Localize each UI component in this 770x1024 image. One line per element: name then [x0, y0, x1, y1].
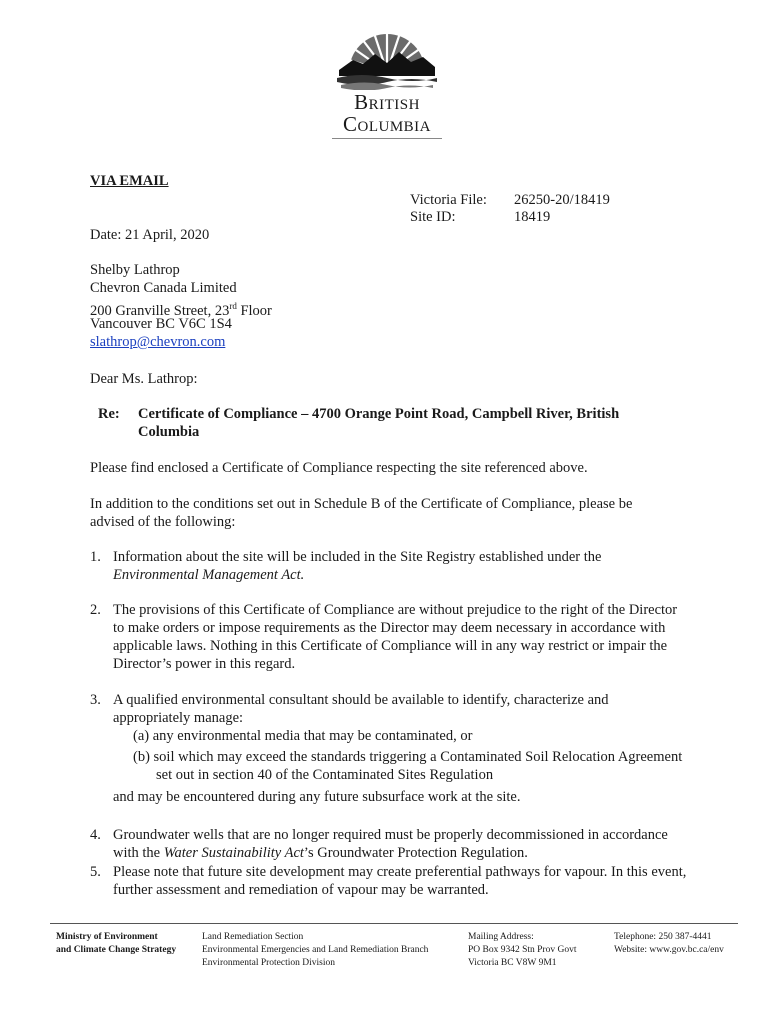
recipient-email-link[interactable]: slathrop@chevron.com [90, 334, 226, 350]
item-2-line4: Director’s power in this regard. [113, 656, 296, 672]
logo-underline [332, 138, 442, 139]
item-5-line2: further assessment and remediation of vapour may be warranted. [113, 882, 489, 898]
street-text: 200 Granville Street, 23 [90, 302, 230, 319]
footer-mail-line2: PO Box 9342 Stn Prov Govt [468, 945, 577, 955]
footer-section-line1: Land Remediation Section [202, 932, 304, 942]
item-4-number: 4. [90, 827, 101, 843]
item-2-number: 2. [90, 602, 101, 618]
item-4-line1: Groundwater wells that are no longer required must be properly decommissioned in accordance [113, 827, 668, 843]
footer-divider [50, 923, 738, 924]
street-superscript: rd [229, 301, 237, 311]
item-3b-line2: set out in section 40 of the Contaminated Sites Regulation [156, 767, 494, 783]
item-4-post: ’s Groundwater Protection Regulation. [303, 845, 528, 861]
item-3a: (a) any environmental media that may be contaminated, or [133, 728, 473, 744]
footer-ministry-line2: and Climate Change Strategy [56, 945, 177, 955]
footer-section-line3: Environmental Protection Division [202, 958, 335, 968]
bc-logo [326, 30, 448, 139]
bc-logo-icon [335, 30, 439, 90]
re-subject-line2: Columbia [138, 424, 200, 440]
item-3-line1: A qualified environmental consultant should be available to identify, characterize and [113, 692, 609, 708]
victoria-file-label: Victoria File: [410, 192, 487, 208]
recipient-city: Vancouver BC V6C 1S4 [90, 316, 232, 332]
street-floor: Floor [236, 302, 272, 319]
footer-website: Website: www.gov.bc.ca/env [614, 945, 724, 955]
item-5-line1: Please note that future site development may create preferential pathways for vapour. In this event, [113, 864, 687, 880]
footer-telephone: Telephone: 250 387-4441 [614, 932, 712, 942]
site-id-value: 18419 [514, 209, 551, 225]
item-1-line2: Environmental Management Act. [113, 567, 305, 583]
item-1-line1: Information about the site will be included in the Site Registry established under the [113, 549, 602, 565]
item-5-number: 5. [90, 864, 101, 880]
item-2-line1: The provisions of this Certificate of Compliance are without prejudice to the right of the Director [113, 602, 678, 618]
salutation: Dear Ms. Lathrop: [90, 371, 198, 387]
letter-date: Date: 21 April, 2020 [90, 227, 210, 243]
via-email-heading: VIA EMAIL [90, 173, 169, 189]
victoria-file-value: 26250-20/18419 [514, 192, 610, 208]
footer-ministry-line1: Ministry of Environment [56, 932, 158, 942]
footer-section-line2: Environmental Emergencies and Land Remediation Branch [202, 945, 429, 955]
body-paragraph-2-line1: In addition to the conditions set out in Schedule B of the Certificate of Compliance, please be [90, 496, 633, 512]
item-3-after: and may be encountered during any future subsurface work at the site. [113, 789, 521, 805]
item-1-number: 1. [90, 549, 101, 565]
item-4-act: Water Sustainability Act [163, 845, 304, 861]
item-2-line3: applicable laws. Nothing in this Certificate of Compliance will in any way restrict or impair the [113, 638, 668, 654]
logo-text-line1: British [354, 90, 420, 114]
recipient-company: Chevron Canada Limited [90, 280, 237, 296]
site-id-label: Site ID: [410, 209, 456, 225]
body-paragraph-2-line2: advised of the following: [90, 514, 236, 530]
item-4-pre: with the [113, 845, 164, 861]
re-label: Re: [98, 406, 120, 422]
item-3b-line1: (b) soil which may exceed the standards triggering a Contaminated Soil Relocation Agreement [133, 749, 683, 765]
logo-text-line2: Columbia [342, 112, 431, 136]
item-4-line2 [113, 844, 528, 862]
item-2-line2: to make orders or impose requirements as the Director may deem necessary in accordance with [113, 620, 666, 636]
item-3-number: 3. [90, 692, 101, 708]
re-subject-line1: Certificate of Compliance – 4700 Orange Point Road, Campbell River, British [138, 406, 620, 422]
recipient-name: Shelby Lathrop [90, 262, 180, 278]
body-paragraph-1: Please find enclosed a Certificate of Compliance respecting the site referenced above. [90, 460, 588, 476]
footer-mail-line1: Mailing Address: [468, 932, 534, 942]
footer-mail-line3: Victoria BC V8W 9M1 [468, 958, 557, 968]
item-3-line2: appropriately manage: [113, 710, 244, 726]
